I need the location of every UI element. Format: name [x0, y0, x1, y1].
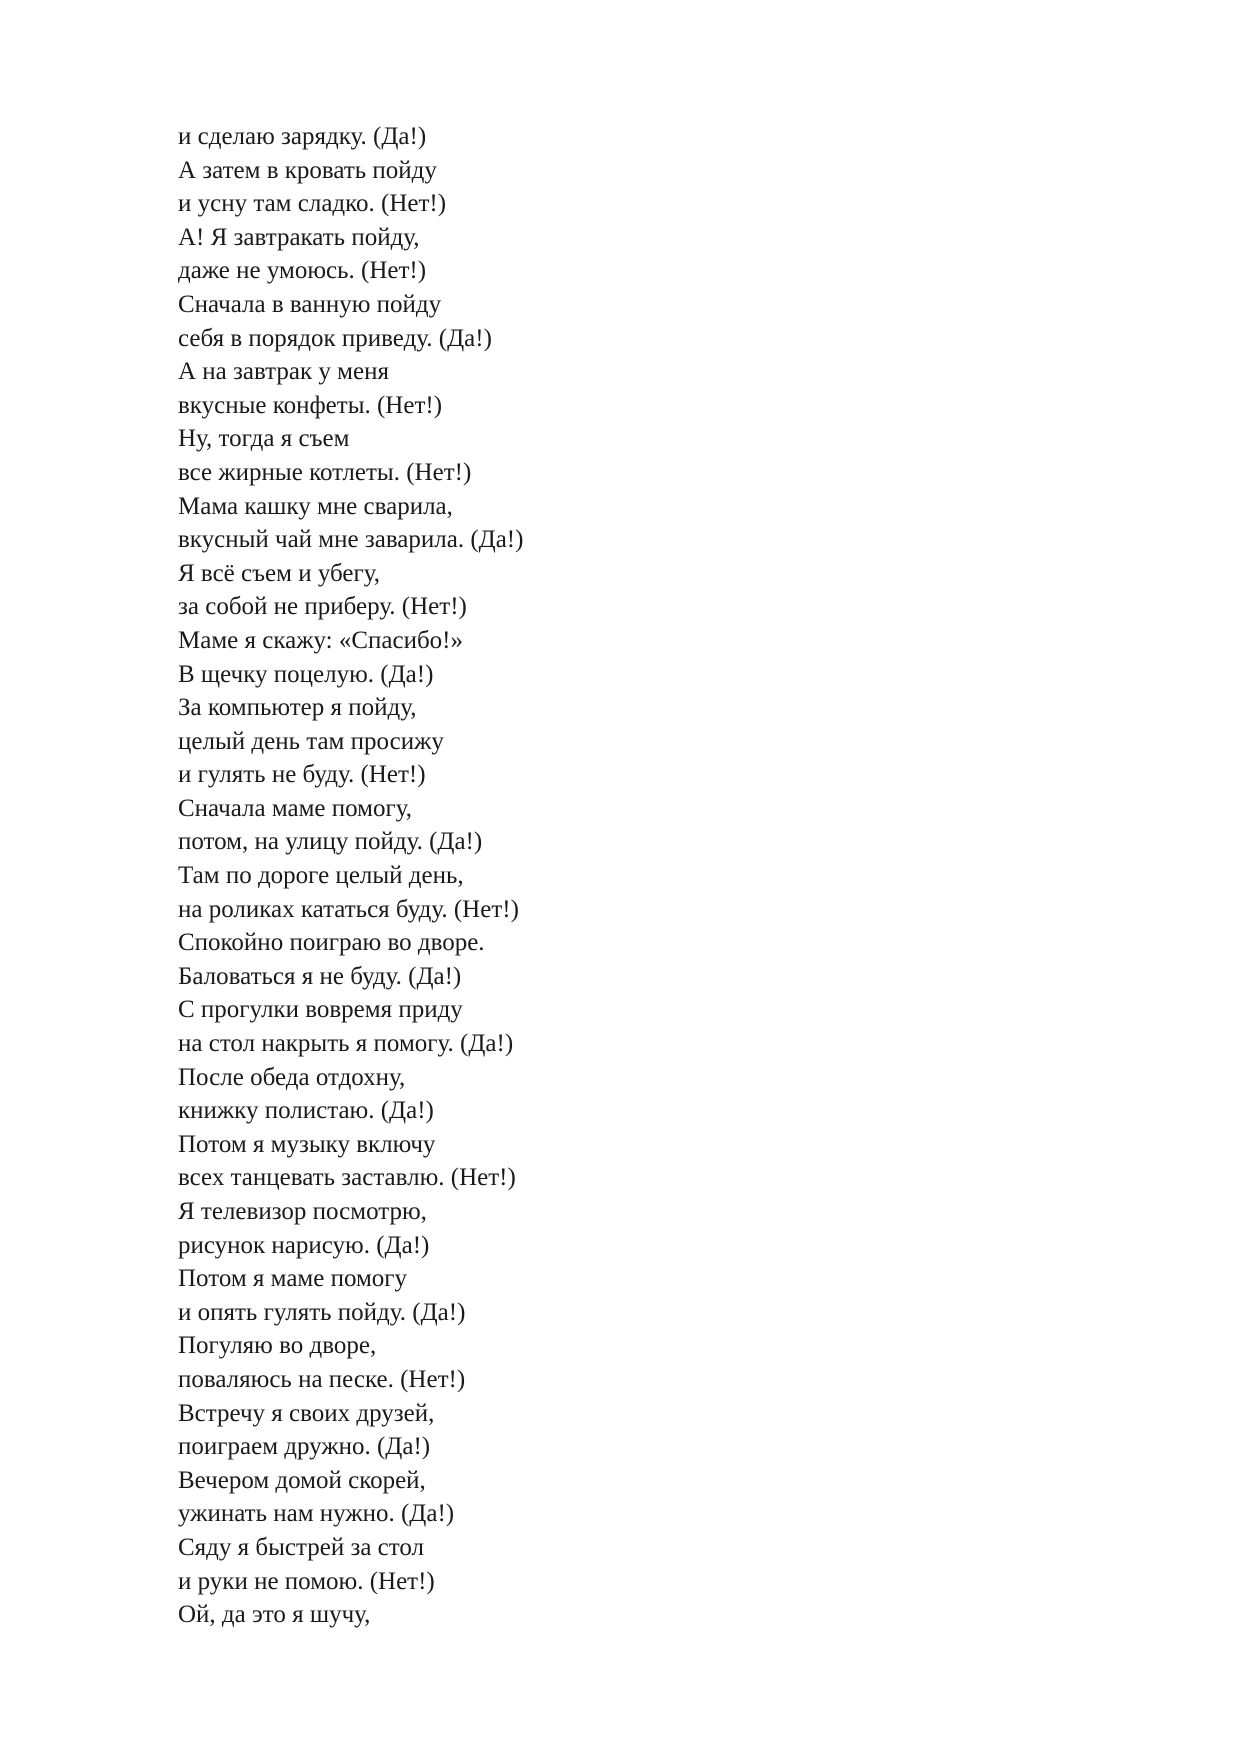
- poem-line: Встречу я своих друзей,: [178, 1399, 435, 1427]
- poem-line: вкусный чай мне заварила. (Да!): [178, 526, 524, 554]
- poem-line: За компьютер я пойду,: [178, 694, 417, 722]
- poem-line: После обеда отдохну,: [178, 1063, 406, 1091]
- poem-line: Маме я скажу: «Спасибо!»: [178, 626, 464, 654]
- poem-line: В щечку поцелую. (Да!): [178, 660, 434, 688]
- poem-line: вкусные конфеты. (Нет!): [178, 391, 443, 419]
- poem-line: на стол накрыть я помогу. (Да!): [178, 1030, 514, 1058]
- poem-line: Сяду я быстрей за стол: [178, 1533, 425, 1561]
- poem-line: и опять гулять пойду. (Да!): [178, 1298, 466, 1326]
- poem-line: поиграем дружно. (Да!): [178, 1433, 431, 1461]
- poem-line: С прогулки вовремя приду: [178, 996, 463, 1024]
- poem-line: Погуляю во дворе,: [178, 1332, 377, 1360]
- poem-line: Я телевизор посмотрю,: [178, 1198, 427, 1225]
- poem-line: поваляюсь на песке. (Нет!): [178, 1365, 466, 1393]
- poem-line: даже не умоюсь. (Нет!): [178, 257, 427, 285]
- poem-line: Я всё съем и убегу,: [178, 559, 381, 587]
- poem-line: Ой, да это я шучу,: [178, 1601, 371, 1629]
- poem-line: за собой не приберу. (Нет!): [178, 593, 467, 621]
- poem-line: на роликах кататься буду. (Нет!): [178, 895, 519, 923]
- poem-line: все жирные котлеты. (Нет!): [178, 458, 472, 486]
- poem-line: А затем в кровать пойду: [178, 156, 437, 184]
- poem-line: Мама кашку мне сварила,: [178, 492, 453, 520]
- poem-line: Баловаться я не буду. (Да!): [178, 962, 462, 990]
- poem-line: потом, на улицу пойду. (Да!): [178, 828, 483, 856]
- poem-line: Потом я музыку включу: [178, 1130, 436, 1158]
- poem-line: и сделаю зарядку. (Да!): [178, 123, 427, 150]
- poem-line: ужинать нам нужно. (Да!): [178, 1500, 455, 1528]
- poem-line: себя в порядок приведу. (Да!): [178, 324, 492, 352]
- poem-line: А! Я завтракать пойду,: [178, 223, 420, 251]
- poem-line: Там по дороге целый день,: [178, 862, 464, 890]
- poem-line: всех танцевать заставлю. (Нет!): [178, 1164, 516, 1192]
- poem-line: целый день там просижу: [178, 727, 444, 755]
- poem-line: Сначала маме помогу,: [178, 794, 412, 822]
- poem-text: [178, 120, 523, 1632]
- poem-line: и гулять не буду. (Нет!): [178, 761, 426, 789]
- poem-line: и усну там сладко. (Нет!): [178, 190, 447, 218]
- poem-line: Спокойно поиграю во дворе.: [178, 929, 485, 957]
- poem-line: Ну, тогда я съем: [178, 425, 350, 453]
- poem-line: Потом я маме помогу: [178, 1265, 408, 1293]
- poem-line: и руки не помою. (Нет!): [178, 1567, 435, 1595]
- poem-line: Сначала в ванную пойду: [178, 290, 442, 318]
- poem-line: А на завтрак у меня: [178, 358, 389, 386]
- poem-line: рисунок нарисую. (Да!): [178, 1231, 430, 1259]
- poem-line: Вечером домой скорей,: [178, 1466, 426, 1494]
- poem-line: книжку полистаю. (Да!): [178, 1097, 434, 1125]
